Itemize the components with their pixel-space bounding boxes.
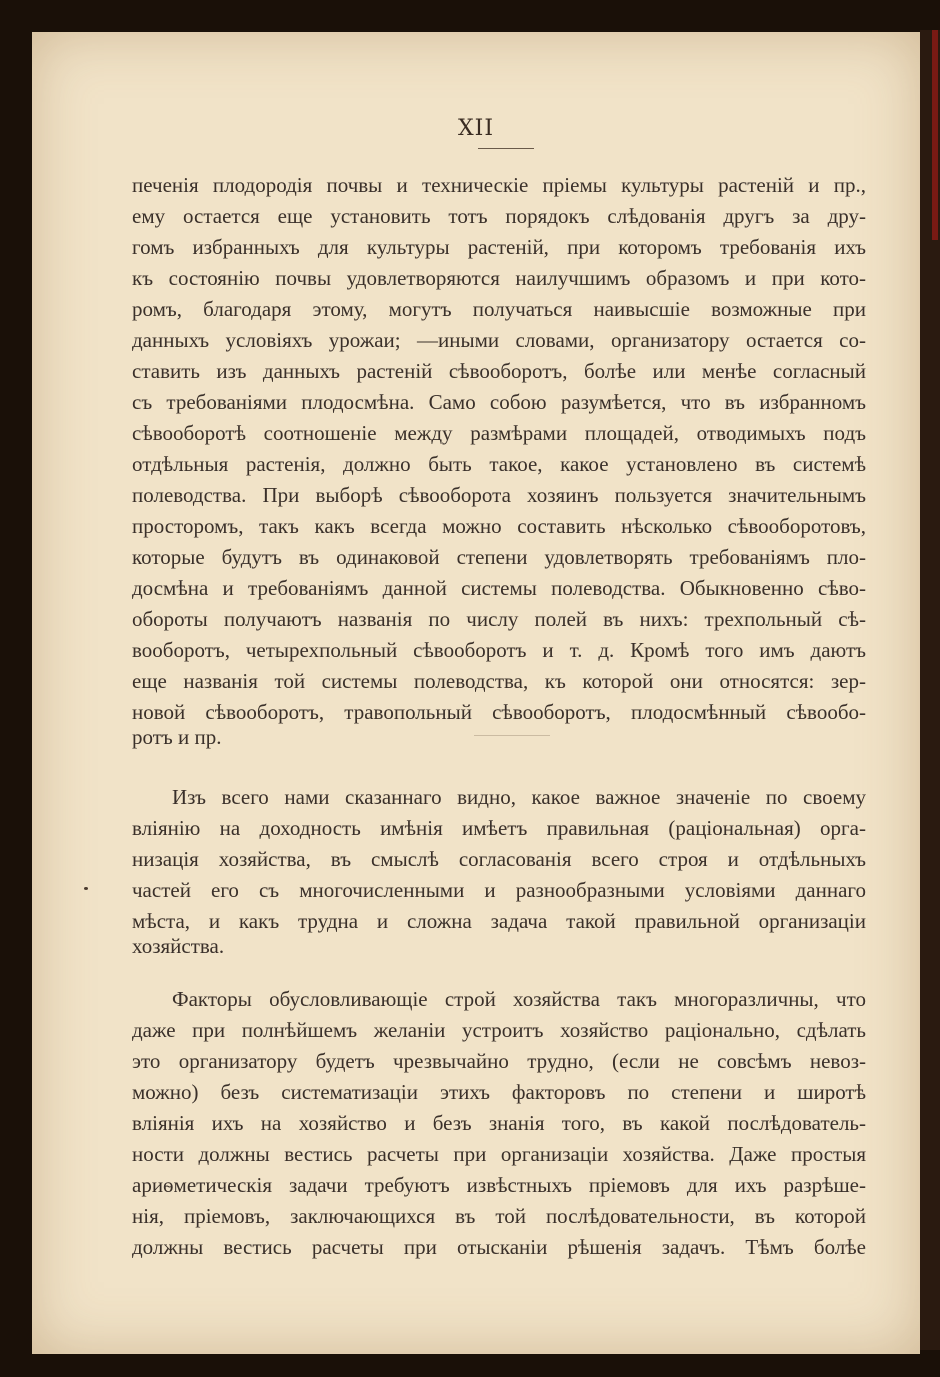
text-line: вооборотъ, четырехпольный сѣвооборотъ и т. д. Кромѣ того имъ даютъ [132, 638, 866, 662]
text-line: гомъ избранныхъ для культуры растеній, при которомъ требованія ихъ [132, 235, 866, 259]
text-line: ему остается еще установить тотъ порядокъ слѣдованія другъ за дру- [132, 204, 866, 228]
text-line: печенія плодородія почвы и техническіе пріемы культуры растеній и пр., [132, 173, 866, 197]
text-line: можно) безъ систематизаціи этихъ факторовъ по степени и широтѣ [132, 1080, 866, 1104]
text-line: обороты получаютъ названія по числу полей въ нихъ: трехпольный сѣ- [132, 607, 866, 631]
text-line: хозяйства. [132, 934, 225, 958]
text-line: Факторы обусловливающіе строй хозяйства такъ многоразличны, что [172, 987, 866, 1011]
text-line: вліянія ихъ на хозяйство и безъ знанія того, въ какой послѣдователь- [132, 1111, 866, 1135]
text-line: Изъ всего нами сказаннаго видно, какое важное значеніе по своему [172, 785, 866, 809]
text-line: новой сѣвооборотъ, травопольный сѣвооборотъ, плодосмѣнный сѣвообо- [132, 700, 866, 724]
text-line: полеводства. При выборѣ сѣвооборота хозяинъ пользуется значительнымъ [132, 483, 866, 507]
text-line: отдѣльныя растенія, должно быть такое, какое установлено въ системѣ [132, 452, 866, 476]
text-line: ности должны вестись расчеты при организаціи хозяйства. Даже простыя [132, 1142, 866, 1166]
text-line: съ требованіями плодосмѣна. Само собою разумѣется, что въ избранномъ [132, 390, 866, 414]
text-line: досмѣна и требованіямъ данной системы полеводства. Обыкновенно сѣво- [132, 576, 866, 600]
text-line: ариѳметическія задачи требуютъ извѣстныхъ пріемовъ для ихъ разрѣше- [132, 1173, 866, 1197]
text-line: еще названія той системы полеводства, къ которой они относятся: зер- [132, 669, 866, 693]
header-rule [478, 148, 534, 149]
text-line: это организатору будетъ чрезвычайно трудно, (если не совсѣмъ невоз- [132, 1049, 866, 1073]
paper-speck [84, 887, 88, 890]
text-line: вліянію на доходность имѣнія имѣетъ правильная (раціональная) орга- [132, 816, 866, 840]
text-line: данныхъ условіяхъ урожаи; —иными словами, организатору остается со- [132, 328, 866, 352]
text-line: должны вестись расчеты при отысканіи рѣшенія задачъ. Тѣмъ болѣе [132, 1235, 866, 1259]
text-line: нія, пріемовъ, заключающихся въ той послѣдовательности, въ которой [132, 1204, 866, 1228]
section-divider [474, 735, 550, 736]
text-line: просторомъ, такъ какъ всегда можно составить нѣсколько сѣвооборотовъ, [132, 514, 866, 538]
text-line: частей его съ многочисленными и разнообразными условіями даннаго [132, 878, 866, 902]
text-line: даже при полнѣйшемъ желаніи устроитъ хозяйство раціонально, сдѣлать [132, 1018, 866, 1042]
book-page [32, 32, 920, 1354]
adjacent-page-edge [920, 30, 940, 1350]
red-binding-mark [932, 30, 938, 240]
text-line: ротъ и пр. [132, 725, 222, 749]
text-line: ромъ, благодаря этому, могутъ получаться наивысшіе возможные при [132, 297, 866, 321]
text-line: къ состоянію почвы удовлетворяются наилучшимъ образомъ и при кото- [132, 266, 866, 290]
page-number: XII [457, 116, 495, 141]
text-line: сѣвооборотѣ соотношеніе между размѣрами площадей, отводимыхъ подъ [132, 421, 866, 445]
text-line: ставить изъ данныхъ растеній сѣвооборотъ, болѣе или менѣе согласный [132, 359, 866, 383]
text-line: которые будутъ въ одинаковой степени удовлетворять требованіямъ пло- [132, 545, 866, 569]
text-line: мѣста, и какъ трудна и сложна задача такой правильной организаціи [132, 909, 866, 933]
text-line: низація хозяйства, въ смыслѣ согласованія всего строя и отдѣльныхъ [132, 847, 866, 871]
